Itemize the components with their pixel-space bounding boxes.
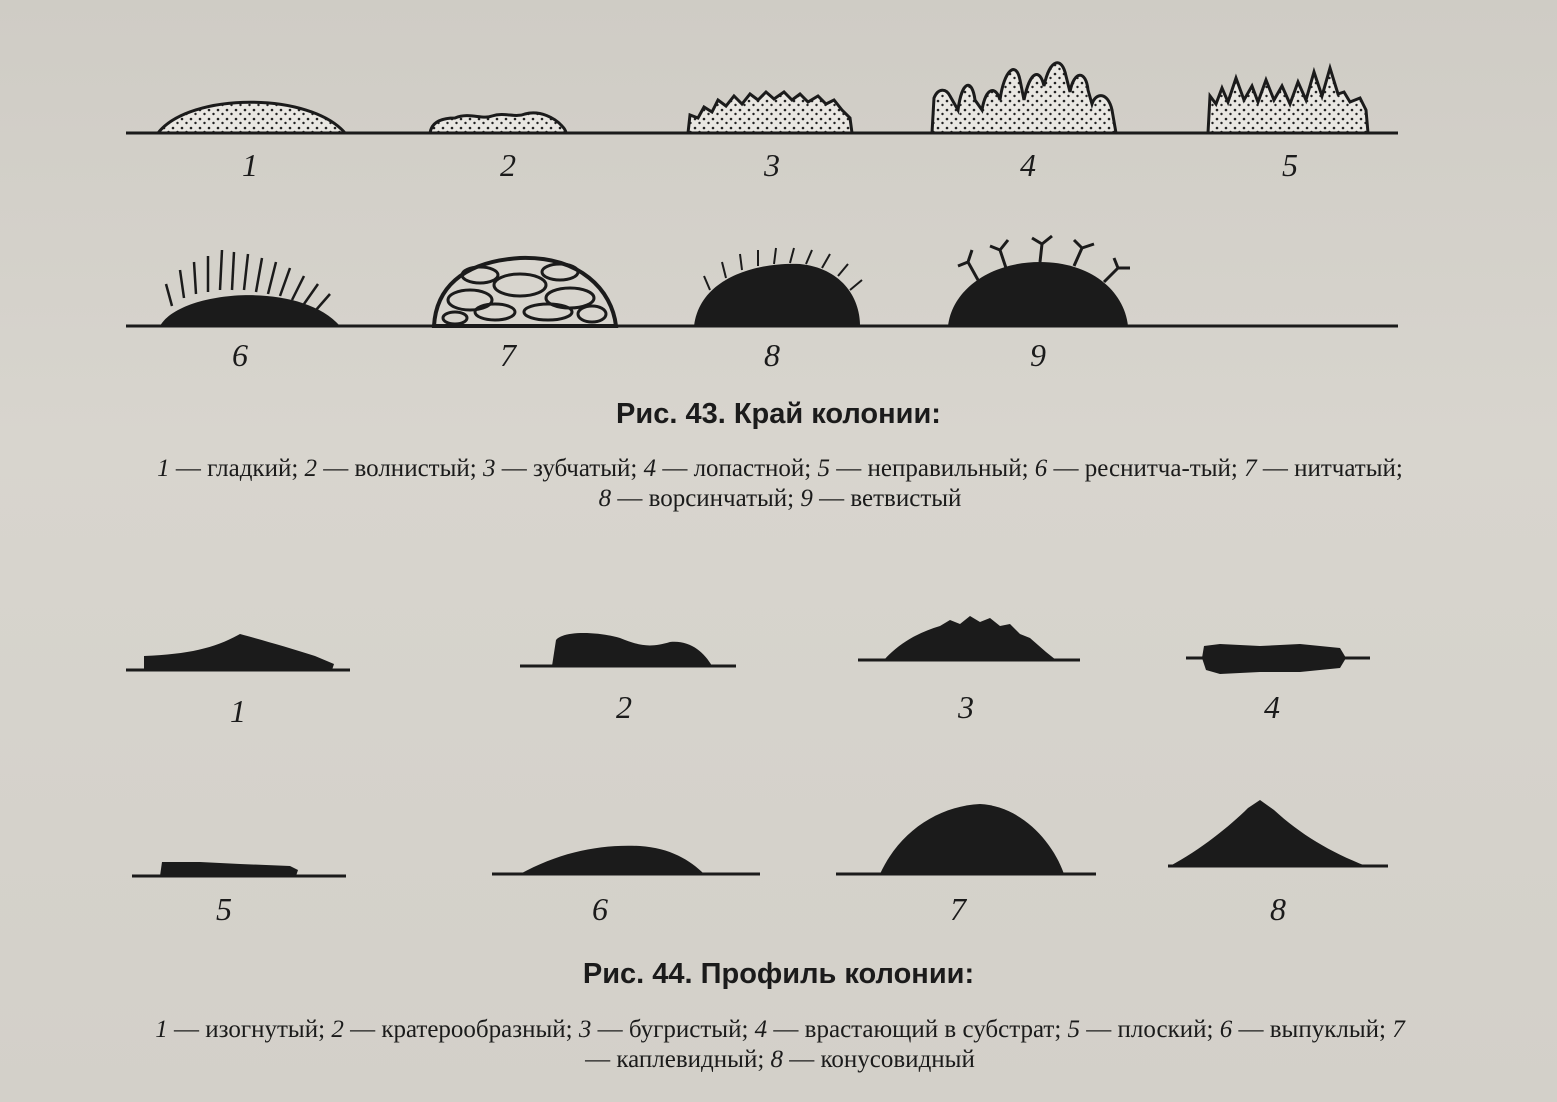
colony-profile-convex — [492, 846, 760, 874]
colony-profile-ingrowing — [1186, 644, 1370, 674]
fig43-label-3: 3 — [764, 147, 780, 183]
fig43-label-1: 1 — [242, 147, 258, 183]
fig43-label-8: 8 — [764, 337, 780, 373]
fig44-title: Рис. 44. Профиль колонии: — [582, 958, 975, 990]
fig44-caption-number: 8 — [770, 1046, 784, 1073]
fig43-caption-text: — лопастной; — [656, 455, 818, 482]
fig44-caption-number: 7 — [1392, 1016, 1405, 1043]
fig44-caption-text: — изогнутый; — [167, 1016, 332, 1043]
fig44-label-7: 7 — [950, 891, 966, 927]
fig43-label-2: 2 — [500, 147, 516, 183]
fig44-label-6: 6 — [592, 891, 608, 927]
fig43-label-7: 7 — [500, 337, 516, 373]
colony-profile-curved — [126, 634, 350, 670]
fig44-caption-number: 5 — [1067, 1016, 1081, 1043]
fig44-caption — [140, 1015, 1420, 1075]
fig44-label-2: 2 — [616, 689, 632, 725]
colony-profile-conical — [1168, 800, 1388, 866]
fig43-label-4: 4 — [1020, 147, 1036, 183]
fig44-label-5: 5 — [216, 891, 232, 927]
fig44-caption-text: — кратерообразный; — [343, 1016, 579, 1043]
fig43-caption-number: 3 — [482, 455, 496, 482]
fig43-caption-number: 6 — [1034, 455, 1048, 482]
fig44-caption-text: — врастающий в субстрат; — [767, 1016, 1068, 1043]
fig43-label-6: 6 — [232, 337, 248, 373]
fig43-caption-text: — реснитча-тый; — [1047, 455, 1245, 482]
fig43-caption-text: — неправильный; — [830, 455, 1035, 482]
fig44-label-4: 4 — [1264, 689, 1280, 725]
fig43-caption-number: 7 — [1244, 455, 1257, 482]
fig44-label-3: 3 — [958, 689, 974, 725]
fig44-label-1: 1 — [230, 693, 246, 729]
fig43-label-9: 9 — [1030, 337, 1046, 373]
fig44-label-8: 8 — [1270, 891, 1286, 927]
fig44-caption-text: — плоский; — [1080, 1016, 1220, 1043]
fig43-caption-number: 5 — [817, 455, 831, 482]
fig43-caption-number: 1 — [157, 455, 170, 482]
colony-profile-hummocky — [858, 616, 1080, 660]
fig43-label-5: 5 — [1282, 147, 1298, 183]
fig43-caption-text: — волнистый; — [317, 455, 483, 482]
fig43-caption-number: 4 — [643, 455, 657, 482]
fig43-title: Рис. 43. Край колонии: — [616, 398, 941, 430]
fig43-caption-number: 8 — [598, 485, 612, 512]
colony-profile-drop-like — [836, 804, 1096, 874]
fig43-caption-text: — нитчатый; — [1256, 455, 1403, 482]
fig44-caption-number: 2 — [331, 1016, 344, 1043]
fig43-caption-text: — ветвистый — [812, 485, 962, 512]
fig43-caption-number: 2 — [304, 455, 318, 482]
fig44-caption-number: 6 — [1219, 1016, 1233, 1043]
fig43-caption-text: — зубчатый; — [495, 455, 644, 482]
fig43-caption-text: — гладкий; — [169, 455, 305, 482]
colony-profile-crateriform — [520, 633, 736, 666]
colony-profile-flat — [132, 862, 346, 876]
fig44-caption-number: 4 — [754, 1016, 768, 1043]
fig44-caption-number: 1 — [155, 1016, 168, 1043]
fig43-caption-text: — ворсинчатый; — [611, 485, 801, 512]
fig44-caption-text: — выпуклый; — [1232, 1016, 1393, 1043]
fig43-caption-number: 9 — [800, 485, 813, 512]
fig44-caption-text: — каплевидный; — [585, 1046, 771, 1073]
fig44-caption-text: — бугристый; — [591, 1016, 755, 1043]
fig44-caption-number: 3 — [578, 1016, 592, 1043]
fig44-caption-text: — конусовидный — [783, 1046, 975, 1073]
